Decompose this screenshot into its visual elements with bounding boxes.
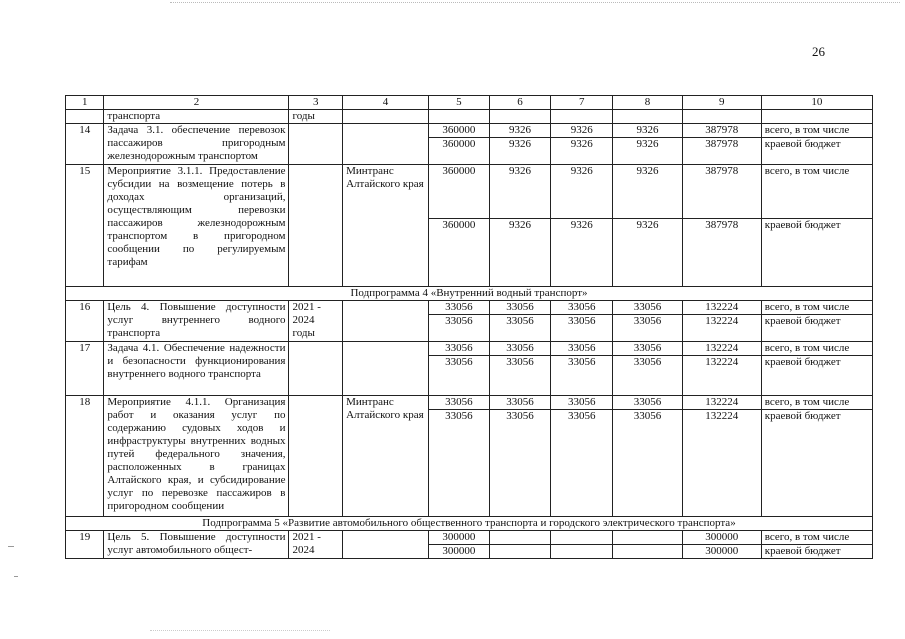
header-cell: 4 (343, 96, 429, 110)
header-cell: 10 (761, 96, 872, 110)
amount-cell: 33056 (429, 356, 490, 396)
subprogram-row (66, 287, 873, 301)
amount-cell: 9326 (613, 219, 683, 287)
amount-cell: 33056 (429, 396, 490, 410)
row-number: 14 (66, 124, 104, 165)
source-cell: всего, в том числе (761, 396, 872, 410)
period-cell: 2021 - 2024 годы (289, 301, 343, 342)
total-cell: 132224 (682, 396, 761, 410)
total-cell: 132224 (682, 356, 761, 396)
continuation-row (66, 110, 873, 124)
row-number: 15 (66, 165, 104, 287)
source-cell: краевой бюджет (761, 138, 872, 165)
amount-cell: 9326 (489, 138, 551, 165)
table-row (66, 531, 873, 545)
name-cell: Цель 4. Повышение доступности услуг внутреннего водного транспорта (104, 301, 289, 342)
amount-cell: 33056 (489, 315, 551, 342)
total-cell: 300000 (682, 531, 761, 545)
scan-artifact-mark (8, 546, 14, 547)
source-cell: краевой бюджет (761, 410, 872, 517)
amount-cell (489, 531, 551, 545)
total-cell: 387978 (682, 219, 761, 287)
amount-cell: 9326 (489, 124, 551, 138)
executor-cell: Минтранс Алтайского края (343, 396, 429, 517)
header-cell: 3 (289, 96, 343, 110)
amount-cell (613, 531, 683, 545)
amount-cell (551, 531, 613, 545)
amount-cell: 33056 (429, 301, 490, 315)
amount-cell: 300000 (429, 545, 490, 559)
row-number: 17 (66, 342, 104, 396)
amount-cell: 9326 (613, 138, 683, 165)
amount-cell: 360000 (429, 219, 490, 287)
table-row (66, 342, 873, 356)
amount-cell: 33056 (551, 356, 613, 396)
name-cell: Мероприятие 4.1.1. Организация работ и оказания услуг по содержанию судовых ходов и инфраструктуры внутренних водных путей федерального значения, расположенных в границах Алтайского края, и субсидирование услуг по перевозке пассажиров в пригородном сообщении (104, 396, 289, 517)
amount-cell: 33056 (429, 410, 490, 517)
amount-cell: 360000 (429, 165, 490, 219)
total-cell: 132224 (682, 342, 761, 356)
name-cell: Мероприятие 3.1.1. Предоставление субсидии на возмещение потерь в доходах организаций, осуществляющим перевозки пассажиров железнодорожным транспортом в пригородном сообщении по регулируемым тарифам (104, 165, 289, 287)
amount-cell: 33056 (489, 301, 551, 315)
column-number-row (66, 96, 873, 110)
amount-cell (489, 545, 551, 559)
amount-cell (613, 545, 683, 559)
amount-cell: 9326 (551, 219, 613, 287)
amount-cell: 33056 (551, 301, 613, 315)
amount-cell: 9326 (613, 165, 683, 219)
header-cell: 8 (613, 96, 683, 110)
period-cell: 2021 - 2024 (289, 531, 343, 559)
amount-cell: 300000 (429, 531, 490, 545)
amount-cell: 9326 (489, 219, 551, 287)
total-cell: 387978 (682, 124, 761, 138)
total-cell: 387978 (682, 138, 761, 165)
scan-artifact-mark (14, 576, 18, 577)
scan-artifact-line (170, 2, 900, 3)
row-number: 19 (66, 531, 104, 559)
total-cell: 132224 (682, 410, 761, 517)
header-cell: 2 (104, 96, 289, 110)
source-cell: всего, в том числе (761, 165, 872, 219)
amount-cell: 33056 (489, 410, 551, 517)
amount-cell: 33056 (613, 301, 683, 315)
amount-cell: 33056 (613, 315, 683, 342)
table-row (66, 124, 873, 138)
total-cell: 132224 (682, 301, 761, 315)
source-cell: краевой бюджет (761, 545, 872, 559)
name-cell: Задача 4.1. Обеспечение надежности и безопасности функционирования внутреннего водного транспорта (104, 342, 289, 396)
table-row (66, 165, 873, 219)
amount-cell: 33056 (429, 315, 490, 342)
amount-cell: 33056 (613, 342, 683, 356)
amount-cell: 9326 (551, 138, 613, 165)
source-cell: всего, в том числе (761, 301, 872, 315)
source-cell: краевой бюджет (761, 315, 872, 342)
amount-cell: 33056 (489, 396, 551, 410)
amount-cell: 33056 (551, 342, 613, 356)
amount-cell: 360000 (429, 124, 490, 138)
header-cell: 7 (551, 96, 613, 110)
period-cell: годы (289, 110, 343, 124)
total-cell: 300000 (682, 545, 761, 559)
amount-cell: 33056 (429, 342, 490, 356)
name-cell: транспорта (104, 110, 289, 124)
row-number: 18 (66, 396, 104, 517)
table-row (66, 301, 873, 315)
total-cell: 132224 (682, 315, 761, 342)
amount-cell: 33056 (613, 410, 683, 517)
amount-cell: 9326 (551, 124, 613, 138)
header-cell: 5 (429, 96, 490, 110)
amount-cell: 33056 (613, 396, 683, 410)
table-row (66, 396, 873, 410)
header-cell: 9 (682, 96, 761, 110)
program-financing-table (65, 95, 873, 559)
source-cell: краевой бюджет (761, 219, 872, 287)
amount-cell: 33056 (613, 356, 683, 396)
name-cell: Цель 5. Повышение доступности услуг автомобильного общест- (104, 531, 289, 559)
scan-artifact-line (150, 630, 330, 631)
source-cell: всего, в том числе (761, 342, 872, 356)
amount-cell: 9326 (551, 165, 613, 219)
amount-cell: 33056 (551, 396, 613, 410)
amount-cell (551, 545, 613, 559)
amount-cell: 9326 (613, 124, 683, 138)
amount-cell: 360000 (429, 138, 490, 165)
amount-cell: 33056 (489, 342, 551, 356)
source-cell: всего, в том числе (761, 124, 872, 138)
source-cell: всего, в том числе (761, 531, 872, 545)
amount-cell: 9326 (489, 165, 551, 219)
name-cell: Задача 3.1. обеспечение перевозок пассажиров пригородным железнодорожным транспортом (104, 124, 289, 165)
page-number: 26 (812, 44, 825, 59)
subprogram-row (66, 517, 873, 531)
header-cell: 1 (66, 96, 104, 110)
executor-cell: Минтранс Алтайского края (343, 165, 429, 287)
row-number: 16 (66, 301, 104, 342)
total-cell: 387978 (682, 165, 761, 219)
subprogram-title: Подпрограмма 5 «Развитие автомобильного общественного транспорта и городского электрического транспорта» (66, 517, 873, 531)
header-cell: 6 (489, 96, 551, 110)
subprogram-title: Подпрограмма 4 «Внутренний водный транспорт» (66, 287, 873, 301)
source-cell: краевой бюджет (761, 356, 872, 396)
amount-cell: 33056 (489, 356, 551, 396)
amount-cell: 33056 (551, 410, 613, 517)
amount-cell: 33056 (551, 315, 613, 342)
